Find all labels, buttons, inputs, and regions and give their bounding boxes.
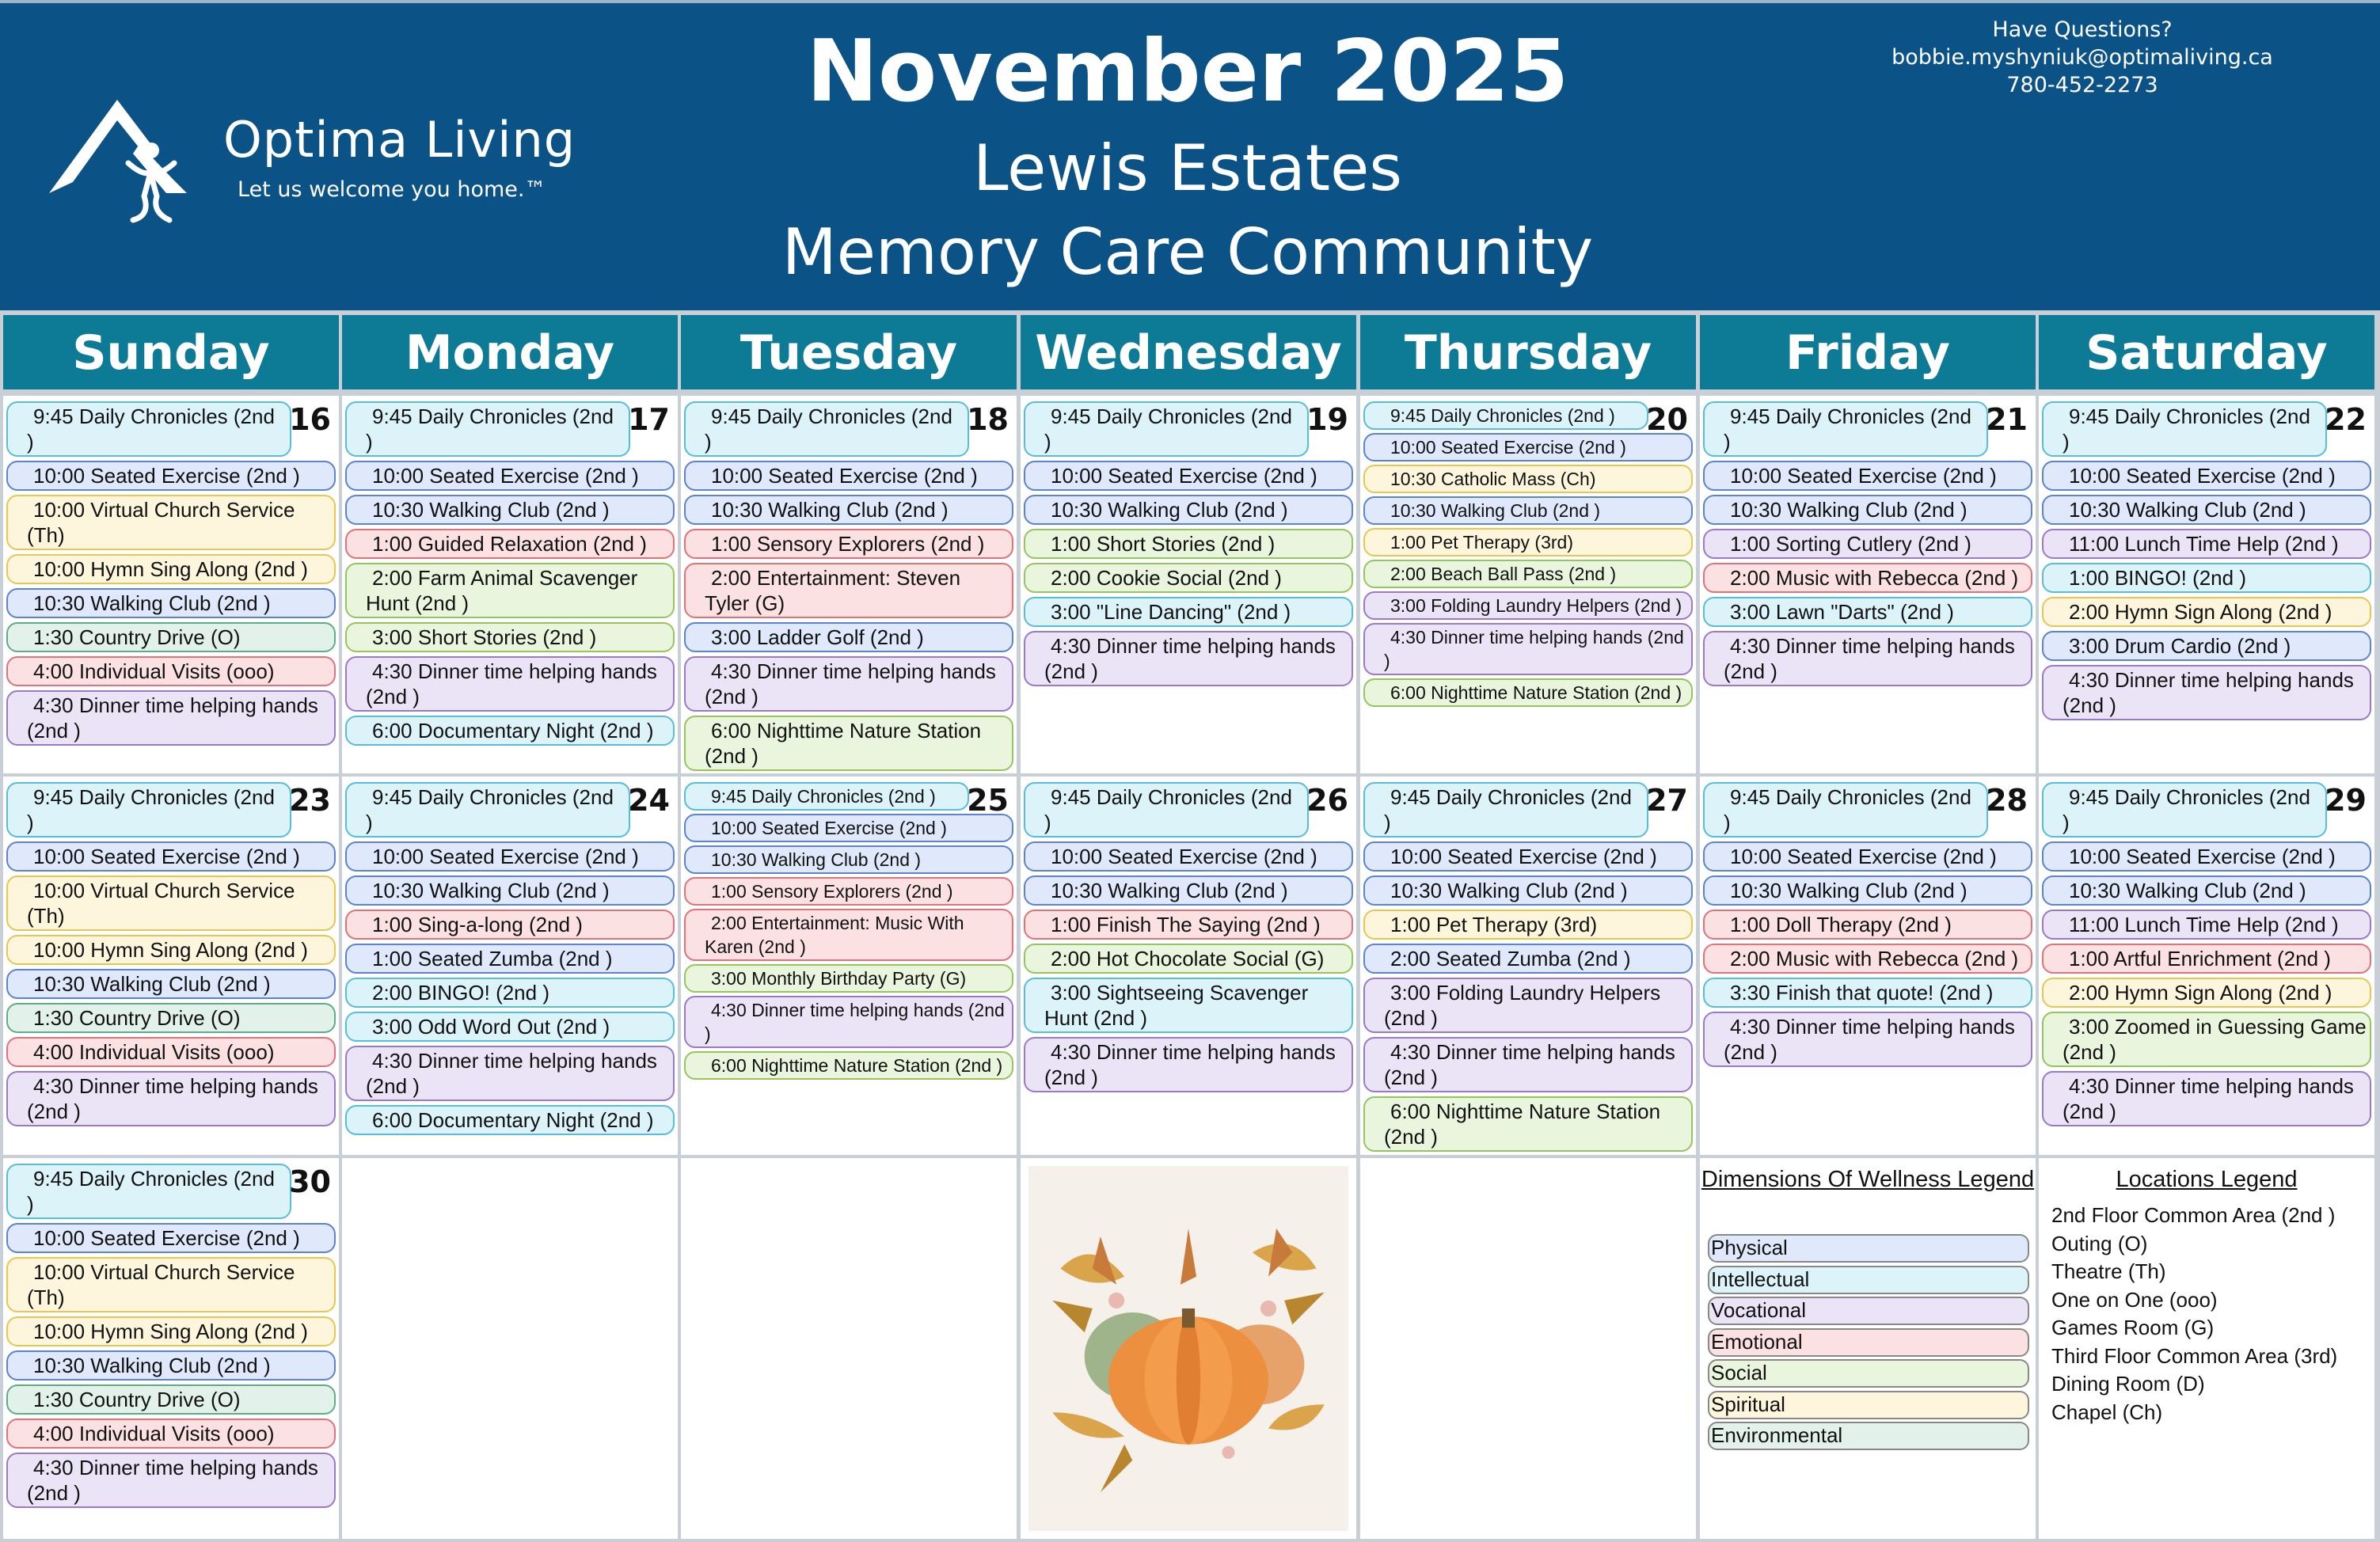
event-item[interactable]: 10:00 Hymn Sing Along (2nd ) — [6, 554, 336, 584]
event-item[interactable]: 1:00 Sing-a-long (2nd ) — [345, 910, 675, 940]
event-item[interactable]: 3:30 Finish that quote! (2nd ) — [1703, 978, 2032, 1008]
day-cell-empty — [681, 1158, 1017, 1539]
community-type: Memory Care Community — [781, 215, 1594, 289]
calendar-grid — [0, 310, 2380, 1542]
event-item[interactable]: 10:30 Walking Club (2nd ) — [2042, 875, 2371, 906]
event-item[interactable]: 1:30 Country Drive (O) — [6, 1384, 336, 1415]
event-item[interactable]: 4:30 Dinner time helping hands (2nd ) — [6, 690, 336, 746]
day-cell-empty — [1700, 1158, 2036, 1539]
event-item[interactable]: 10:30 Walking Club (2nd ) — [1703, 495, 2032, 525]
day-cell-16 — [3, 396, 339, 773]
day-cell-17 — [342, 396, 678, 773]
day-header-sunday: Sunday — [3, 315, 339, 389]
event-item[interactable]: 2:00 Music with Rebecca (2nd ) — [1703, 563, 2032, 593]
event-item[interactable]: 10:30 Catholic Mass (Ch) — [1363, 465, 1693, 493]
pumpkin-icon — [1028, 1166, 1348, 1531]
date-number: 17 — [628, 402, 670, 437]
wellness-legend-environmental: Environmental — [1708, 1422, 2029, 1450]
day-cell-22 — [2039, 396, 2374, 773]
locations-legend-title: Locations Legend — [2116, 1167, 2298, 1192]
event-item[interactable]: 10:00 Virtual Church Service (Th) — [6, 495, 336, 550]
event-item[interactable]: 6:00 Nighttime Nature Station (2nd ) — [1363, 1096, 1693, 1152]
event-item[interactable]: 4:00 Individual Visits (ooo) — [6, 1037, 336, 1067]
event-item[interactable]: 4:30 Dinner time helping hands (2nd ) — [1363, 1037, 1693, 1092]
event-item[interactable]: 4:30 Dinner time helping hands (2nd ) — [2042, 665, 2371, 720]
event-item[interactable]: 9:45 Daily Chronicles (2nd ) — [345, 401, 630, 457]
event-item[interactable]: 4:30 Dinner time helping hands (2nd ) — [1024, 1037, 1353, 1092]
event-item[interactable]: 1:00 Pet Therapy (3rd) — [1363, 910, 1693, 940]
event-item[interactable]: 6:00 Documentary Night (2nd ) — [345, 1105, 675, 1135]
day-cell-empty — [1021, 1158, 1356, 1539]
event-item[interactable]: 1:00 BINGO! (2nd ) — [2042, 563, 2371, 593]
event-item[interactable]: 3:00 "Line Dancing" (2nd ) — [1024, 597, 1353, 627]
event-item[interactable]: 10:00 Seated Exercise (2nd ) — [6, 461, 336, 491]
contact-heading: Have Questions? — [1992, 17, 2173, 42]
day-cell-empty — [342, 1158, 678, 1539]
event-item[interactable]: 3:00 Ladder Golf (2nd ) — [684, 622, 1013, 652]
location-legend-item: Chapel (Ch) — [2051, 1400, 2163, 1424]
event-item[interactable]: 10:00 Seated Exercise (2nd ) — [2042, 841, 2371, 872]
brand-name: Optima Living — [223, 111, 576, 169]
event-item[interactable]: 1:00 Doll Therapy (2nd ) — [1703, 910, 2032, 940]
day-header-saturday: Saturday — [2039, 315, 2374, 389]
event-item[interactable]: 10:30 Walking Club (2nd ) — [1703, 875, 2032, 906]
event-item[interactable]: 4:30 Dinner time helping hands (2nd ) — [6, 1453, 336, 1508]
event-item[interactable]: 10:30 Walking Club (2nd ) — [1024, 495, 1353, 525]
calendar-title: November 2025 — [806, 22, 1569, 121]
day-cell-20 — [1360, 396, 1696, 773]
event-item[interactable]: 4:00 Individual Visits (ooo) — [6, 656, 336, 686]
event-item[interactable]: 2:00 Seated Zumba (2nd ) — [1363, 944, 1693, 974]
event-item[interactable]: 2:00 Entertainment: Steven Tyler (G) — [684, 563, 1013, 618]
event-item[interactable]: 9:45 Daily Chronicles (2nd ) — [6, 1164, 291, 1219]
brand-tagline: Let us welcome you home.™ — [238, 177, 546, 202]
event-item[interactable]: 9:45 Daily Chronicles (2nd ) — [684, 401, 969, 457]
event-item[interactable]: 9:45 Daily Chronicles (2nd ) — [6, 401, 291, 457]
event-item[interactable]: 1:00 Artful Enrichment (2nd ) — [2042, 944, 2371, 974]
event-item[interactable]: 10:00 Seated Exercise (2nd ) — [345, 461, 675, 491]
date-number: 23 — [289, 783, 331, 818]
date-number: 16 — [289, 402, 331, 437]
event-item[interactable]: 2:00 Cookie Social (2nd ) — [1024, 563, 1353, 593]
event-item[interactable]: 4:30 Dinner time helping hands (2nd ) — [684, 656, 1013, 712]
calendar-header — [0, 0, 2380, 310]
event-item[interactable]: 3:00 Drum Cardio (2nd ) — [2042, 631, 2371, 661]
wellness-legend-spiritual: Spiritual — [1708, 1391, 2029, 1419]
event-item[interactable]: 10:00 Seated Exercise (2nd ) — [6, 841, 336, 872]
event-item[interactable]: 10:30 Walking Club (2nd ) — [6, 588, 336, 618]
day-cell-29 — [2039, 777, 2374, 1155]
event-item[interactable]: 1:00 Finish The Saying (2nd ) — [1024, 910, 1353, 940]
event-item[interactable]: 3:00 Odd Word Out (2nd ) — [345, 1012, 675, 1042]
day-cell-24 — [342, 777, 678, 1155]
event-item[interactable]: 2:00 Hymn Sign Along (2nd ) — [2042, 597, 2371, 627]
event-item[interactable]: 10:00 Seated Exercise (2nd ) — [1363, 433, 1693, 461]
event-item[interactable]: 6:00 Nighttime Nature Station (2nd ) — [1363, 678, 1693, 707]
event-item[interactable]: 10:00 Seated Exercise (2nd ) — [1703, 461, 2032, 491]
event-item[interactable]: 10:30 Walking Club (2nd ) — [1363, 875, 1693, 906]
autumn-pumpkin-illustration — [1028, 1166, 1348, 1531]
event-item[interactable]: 1:30 Country Drive (O) — [6, 622, 336, 652]
location-legend-item: Dining Room (D) — [2051, 1372, 2205, 1396]
day-cell-26 — [1021, 777, 1356, 1155]
date-number: 25 — [967, 783, 1009, 818]
event-item[interactable]: 10:00 Seated Exercise (2nd ) — [6, 1223, 336, 1253]
date-number: 20 — [1646, 402, 1688, 437]
day-header-friday: Friday — [1700, 315, 2036, 389]
day-cell-30 — [3, 1158, 339, 1539]
event-item[interactable]: 3:00 Folding Laundry Helpers (2nd ) — [1363, 978, 1693, 1033]
wellness-legend-vocational: Vocational — [1708, 1297, 2029, 1325]
event-item[interactable]: 10:00 Seated Exercise (2nd ) — [1703, 841, 2032, 872]
wellness-legend-intellectual: Intellectual — [1708, 1266, 2029, 1294]
event-item[interactable]: 3:00 Sightseeing Scavenger Hunt (2nd ) — [1024, 978, 1353, 1033]
day-cell-21 — [1700, 396, 2036, 773]
event-item[interactable]: 10:30 Walking Club (2nd ) — [1363, 496, 1693, 525]
event-item[interactable]: 10:30 Walking Club (2nd ) — [684, 845, 1013, 874]
event-item[interactable]: 1:00 Seated Zumba (2nd ) — [345, 944, 675, 974]
event-item[interactable]: 3:00 Zoomed in Guessing Game (2nd ) — [2042, 1012, 2371, 1067]
event-item[interactable]: 2:00 Farm Animal Scavenger Hunt (2nd ) — [345, 563, 675, 618]
event-item[interactable]: 9:45 Daily Chronicles (2nd ) — [1363, 401, 1648, 430]
wellness-legend-physical: Physical — [1708, 1234, 2029, 1263]
event-item[interactable]: 2:00 Music with Rebecca (2nd ) — [1703, 944, 2032, 974]
event-item[interactable]: 4:30 Dinner time helping hands (2nd ) — [345, 656, 675, 712]
event-item[interactable]: 2:00 Beach Ball Pass (2nd ) — [1363, 560, 1693, 588]
date-number: 19 — [1306, 402, 1348, 437]
day-header-thursday: Thursday — [1360, 315, 1696, 389]
event-item[interactable]: 9:45 Daily Chronicles (2nd ) — [1703, 401, 1988, 457]
date-number: 18 — [967, 402, 1009, 437]
event-item[interactable]: 10:30 Walking Club (2nd ) — [6, 1350, 336, 1381]
event-item[interactable]: 10:00 Virtual Church Service (Th) — [6, 875, 336, 931]
event-item[interactable]: 4:30 Dinner time helping hands (2nd ) — [6, 1071, 336, 1126]
event-item[interactable]: 10:30 Walking Club (2nd ) — [345, 495, 675, 525]
event-item[interactable]: 10:00 Hymn Sing Along (2nd ) — [6, 935, 336, 965]
event-item[interactable]: 10:30 Walking Club (2nd ) — [6, 969, 336, 999]
day-cell-empty — [2039, 1158, 2374, 1539]
event-item[interactable]: 2:00 Entertainment: Music With Karen (2nd ) — [684, 909, 1013, 961]
event-item[interactable]: 9:45 Daily Chronicles (2nd ) — [1703, 782, 1988, 837]
event-item[interactable]: 1:00 Guided Relaxation (2nd ) — [345, 529, 675, 559]
event-item[interactable]: 3:00 Lawn "Darts" (2nd ) — [1703, 597, 2032, 627]
event-item[interactable]: 9:45 Daily Chronicles (2nd ) — [2042, 401, 2327, 457]
date-number: 24 — [628, 783, 670, 818]
date-number: 22 — [2325, 402, 2367, 437]
day-cell-28 — [1700, 777, 2036, 1155]
event-item[interactable]: 6:00 Nighttime Nature Station (2nd ) — [684, 716, 1013, 771]
event-item[interactable]: 3:00 Short Stories (2nd ) — [345, 622, 675, 652]
event-item[interactable]: 4:30 Dinner time helping hands (2nd ) — [1363, 623, 1693, 675]
community-name: Lewis Estates — [972, 131, 1403, 205]
event-item[interactable]: 9:45 Daily Chronicles (2nd ) — [6, 782, 291, 837]
event-item[interactable]: 10:00 Seated Exercise (2nd ) — [2042, 461, 2371, 491]
event-item[interactable]: 10:00 Seated Exercise (2nd ) — [1024, 841, 1353, 872]
event-item[interactable]: 4:00 Individual Visits (ooo) — [6, 1419, 336, 1449]
event-item[interactable]: 10:30 Walking Club (2nd ) — [1024, 875, 1353, 906]
event-item[interactable]: 4:30 Dinner time helping hands (2nd ) — [345, 1046, 675, 1101]
event-item[interactable]: 1:00 Sorting Cutlery (2nd ) — [1703, 529, 2032, 559]
event-item[interactable]: 2:00 BINGO! (2nd ) — [345, 978, 675, 1008]
day-cell-25 — [681, 777, 1017, 1155]
event-item[interactable]: 6:00 Nighttime Nature Station (2nd ) — [684, 1051, 1013, 1080]
event-item[interactable]: 1:00 Short Stories (2nd ) — [1024, 529, 1353, 559]
event-item[interactable]: 1:00 Sensory Explorers (2nd ) — [684, 529, 1013, 559]
day-cell-18 — [681, 396, 1017, 773]
day-cell-19 — [1021, 396, 1356, 773]
event-item[interactable]: 3:00 Folding Laundry Helpers (2nd ) — [1363, 591, 1693, 620]
day-header-wednesday: Wednesday — [1021, 315, 1356, 389]
event-item[interactable]: 10:00 Hymn Sing Along (2nd ) — [6, 1316, 336, 1346]
location-legend-item: One on One (ooo) — [2051, 1287, 2218, 1312]
event-item[interactable]: 9:45 Daily Chronicles (2nd ) — [345, 782, 630, 837]
wellness-legend-emotional: Emotional — [1708, 1328, 2029, 1357]
event-item[interactable]: 10:30 Walking Club (2nd ) — [2042, 495, 2371, 525]
event-item[interactable]: 10:30 Walking Club (2nd ) — [345, 875, 675, 906]
event-item[interactable]: 10:00 Virtual Church Service (Th) — [6, 1257, 336, 1312]
event-item[interactable]: 1:30 Country Drive (O) — [6, 1003, 336, 1033]
event-item[interactable]: 4:30 Dinner time helping hands (2nd ) — [1703, 1012, 2032, 1067]
date-number: 30 — [289, 1164, 331, 1199]
day-header-monday: Monday — [342, 315, 678, 389]
event-item[interactable]: 3:00 Monthly Birthday Party (G) — [684, 964, 1013, 993]
day-cell-23 — [3, 777, 339, 1155]
contact-phone[interactable]: 780-452-2273 — [2006, 73, 2158, 97]
event-item[interactable]: 9:45 Daily Chronicles (2nd ) — [1024, 782, 1309, 837]
event-item[interactable]: 2:00 Hot Chocolate Social (G) — [1024, 944, 1353, 974]
location-legend-item: Theatre (Th) — [2051, 1259, 2166, 1283]
event-item[interactable]: 10:00 Seated Exercise (2nd ) — [684, 461, 1013, 491]
contact-email[interactable]: bobbie.myshyniuk@optimaliving.ca — [1891, 45, 2273, 70]
event-item[interactable]: 6:00 Documentary Night (2nd ) — [345, 716, 675, 746]
event-item[interactable]: 4:30 Dinner time helping hands (2nd ) — [1703, 631, 2032, 686]
date-number: 26 — [1306, 783, 1348, 818]
event-item[interactable]: 4:30 Dinner time helping hands (2nd ) — [684, 996, 1013, 1048]
event-item[interactable]: 11:00 Lunch Time Help (2nd ) — [2042, 910, 2371, 940]
event-item[interactable]: 10:00 Seated Exercise (2nd ) — [684, 814, 1013, 842]
event-item[interactable]: 9:45 Daily Chronicles (2nd ) — [1363, 782, 1648, 837]
event-item[interactable]: 4:30 Dinner time helping hands (2nd ) — [1024, 631, 1353, 686]
date-number: 29 — [2325, 783, 2367, 818]
location-legend-item: 2nd Floor Common Area (2nd ) — [2051, 1203, 2336, 1227]
location-legend-item: Games Room (G) — [2051, 1316, 2215, 1339]
event-item[interactable]: 9:45 Daily Chronicles (2nd ) — [684, 782, 969, 811]
contact-info — [1853, 16, 2312, 99]
day-cell-empty — [1360, 1158, 1696, 1539]
event-item[interactable]: 1:00 Sensory Explorers (2nd ) — [684, 877, 1013, 906]
date-number: 27 — [1646, 783, 1688, 818]
event-item[interactable]: 11:00 Lunch Time Help (2nd ) — [2042, 529, 2371, 559]
day-cell-27 — [1360, 777, 1696, 1155]
location-legend-item: Outing (O) — [2051, 1231, 2148, 1255]
event-item[interactable]: 1:00 Pet Therapy (3rd) — [1363, 528, 1693, 556]
event-item[interactable]: 9:45 Daily Chronicles (2nd ) — [1024, 401, 1309, 457]
date-number: 21 — [1986, 402, 2028, 437]
location-legend-item: Third Floor Common Area (3rd) — [2051, 1343, 2338, 1368]
event-item[interactable]: 4:30 Dinner time helping hands (2nd ) — [2042, 1071, 2371, 1126]
event-item[interactable]: 10:30 Walking Club (2nd ) — [684, 495, 1013, 525]
day-header-tuesday: Tuesday — [681, 315, 1017, 389]
event-item[interactable]: 2:00 Hymn Sign Along (2nd ) — [2042, 978, 2371, 1008]
event-item[interactable]: 9:45 Daily Chronicles (2nd ) — [2042, 782, 2327, 837]
wellness-legend-social: Social — [1708, 1359, 2029, 1388]
wellness-legend-title: Dimensions Of Wellness Legend — [1701, 1167, 2035, 1192]
event-item[interactable]: 10:00 Seated Exercise (2nd ) — [1363, 841, 1693, 872]
event-item[interactable]: 10:00 Seated Exercise (2nd ) — [1024, 461, 1353, 491]
optima-living-logo-icon — [46, 97, 220, 223]
date-number: 28 — [1986, 783, 2028, 818]
event-item[interactable]: 10:00 Seated Exercise (2nd ) — [345, 841, 675, 872]
